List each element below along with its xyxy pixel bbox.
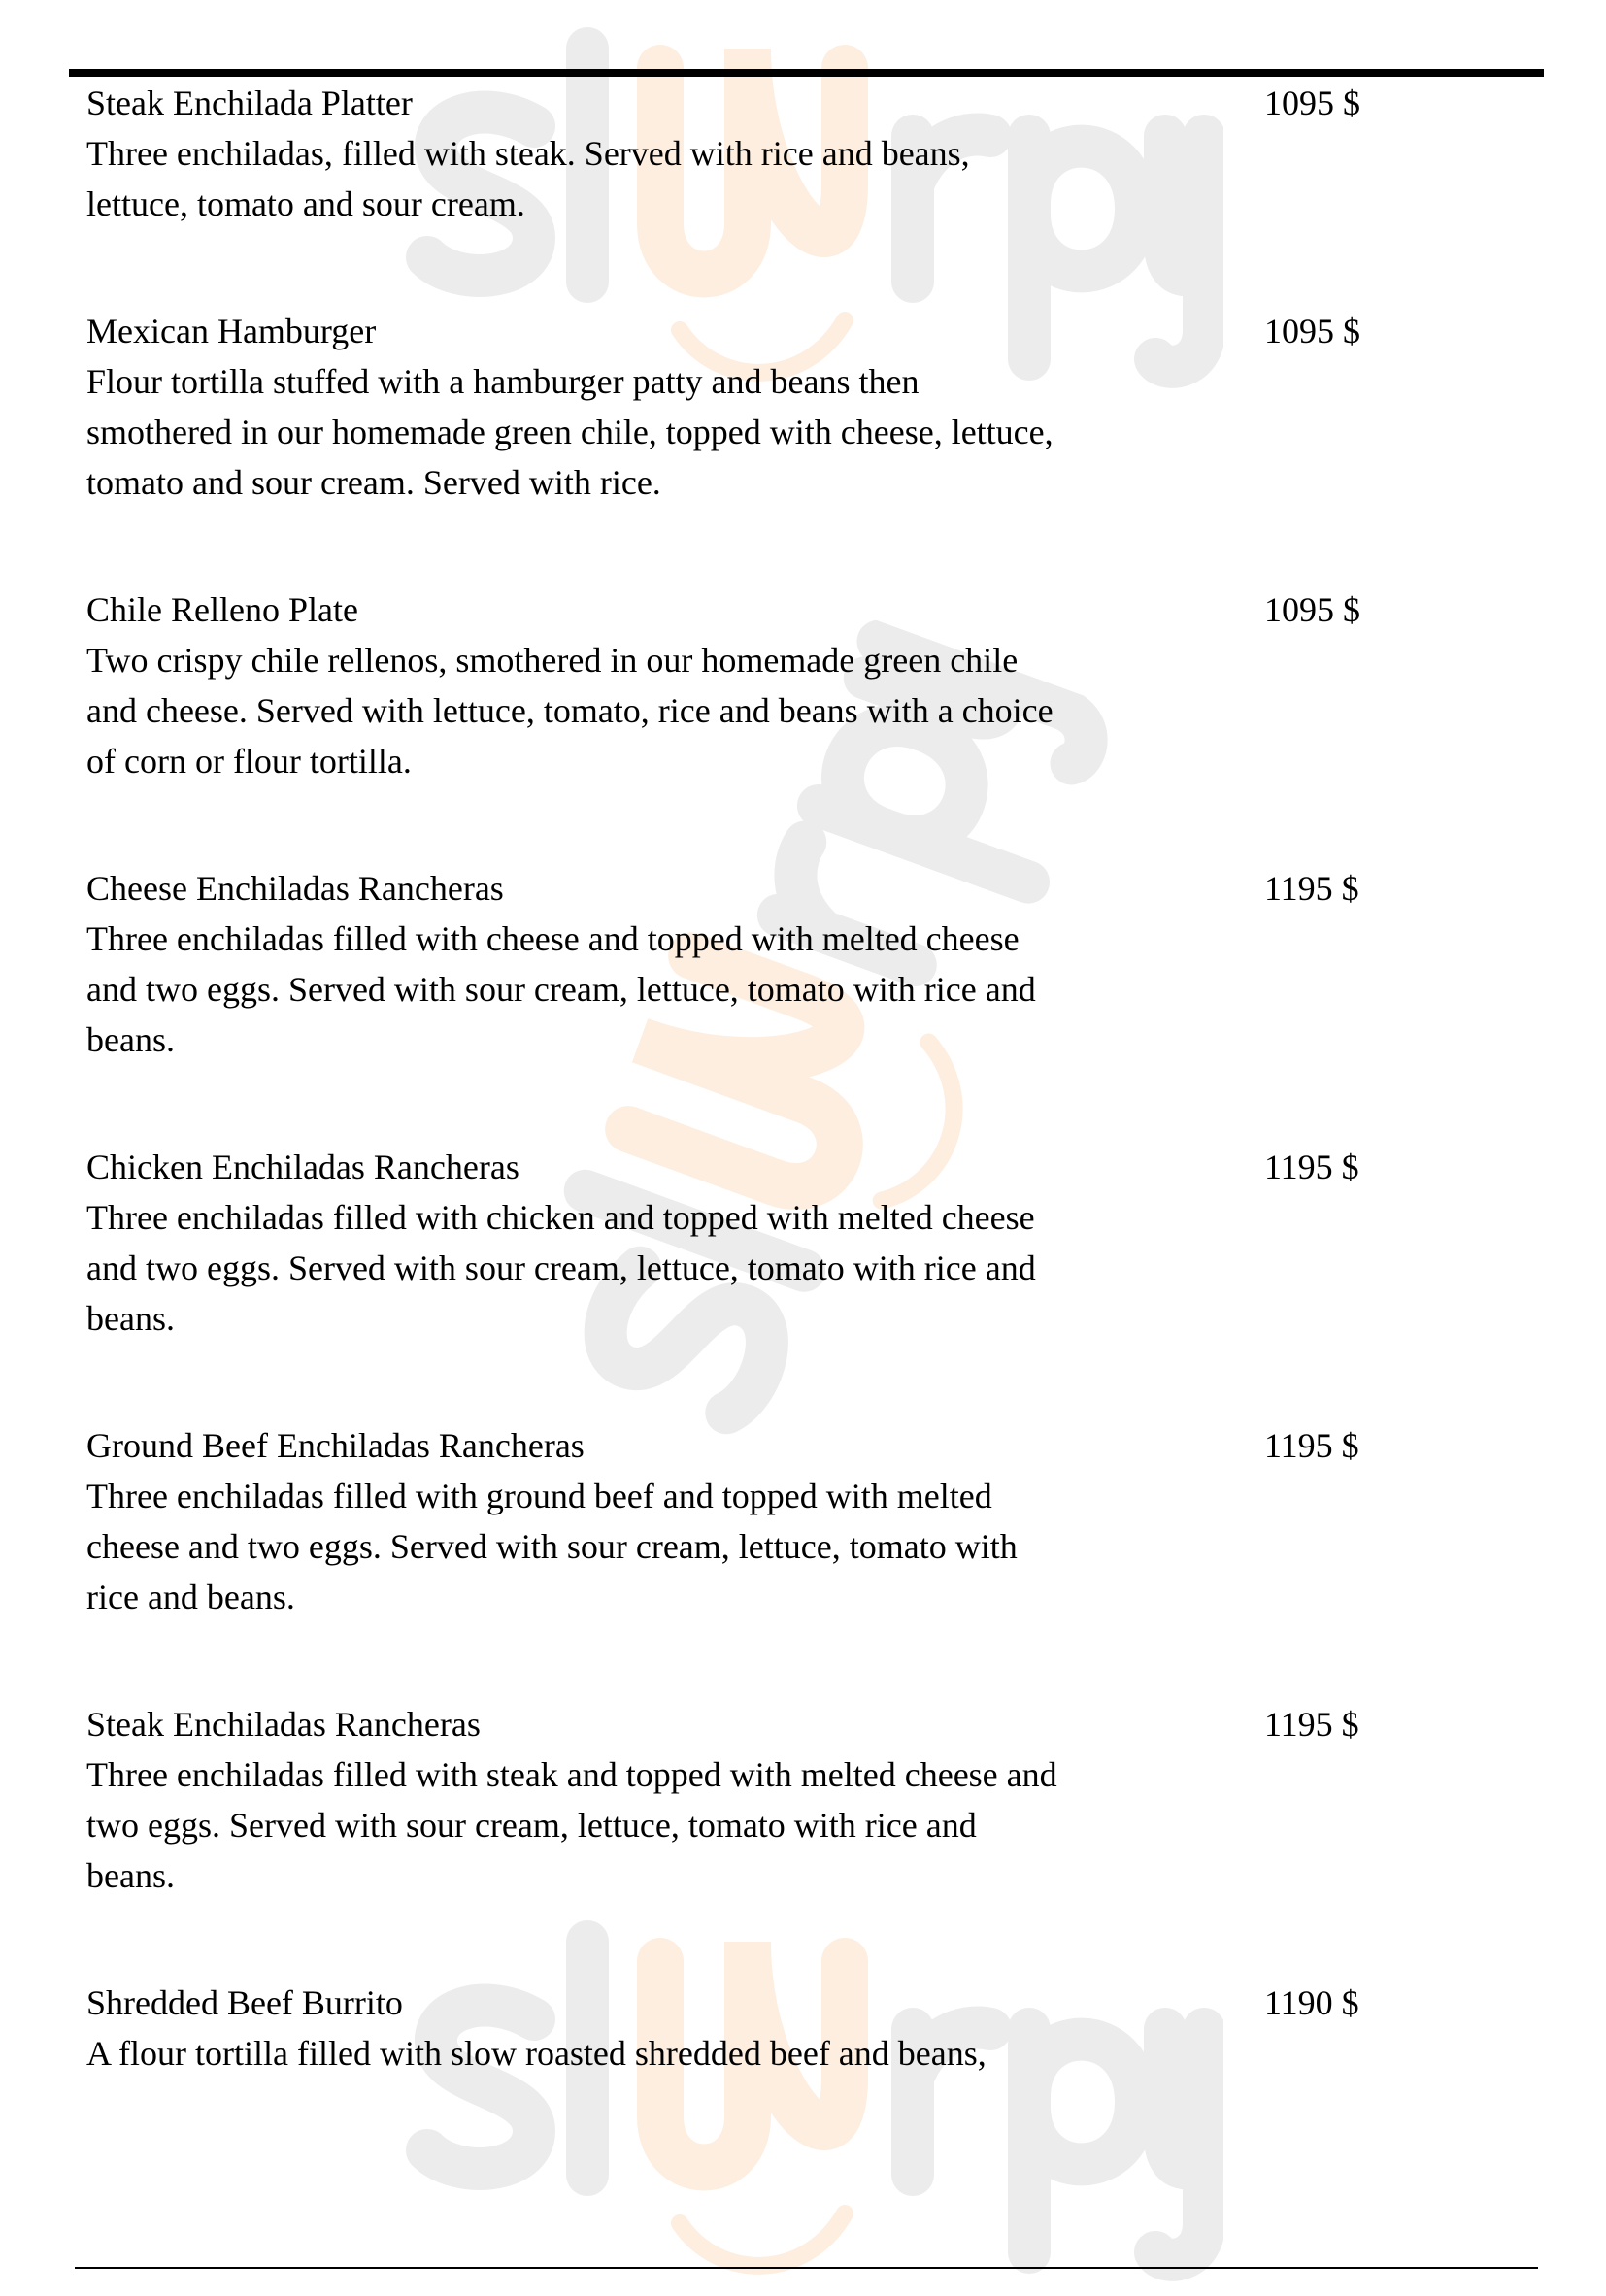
item-description-line: lettuce, tomato and sour cream.: [86, 184, 525, 223]
menu-item: [86, 1420, 1543, 1622]
item-description-line: Two crispy chile rellenos, smothered in our homemade green chile: [86, 641, 1019, 680]
item-description-line: Flour tortilla stuffed with a hamburger patty and beans then: [86, 362, 920, 401]
item-name: Mexican Hamburger: [86, 312, 377, 350]
item-price: 1195 $: [1264, 1705, 1359, 1744]
item-price: 1195 $: [1264, 1148, 1359, 1186]
item-description-line: cheese and two eggs. Served with sour cream, lettuce, tomato with: [86, 1527, 1018, 1566]
item-description-line: tomato and sour cream. Served with rice.: [86, 463, 661, 502]
item-price: 1195 $: [1264, 1426, 1359, 1465]
item-description-line: and two eggs. Served with sour cream, lettuce, tomato with rice and: [86, 970, 1036, 1009]
item-name: Chicken Enchiladas Rancheras: [86, 1148, 519, 1186]
item-description-line: and two eggs. Served with sour cream, lettuce, tomato with rice and: [86, 1248, 1036, 1287]
item-description-line: Three enchiladas filled with steak and topped with melted cheese and: [86, 1755, 1057, 1794]
menu-item: [86, 1142, 1543, 1344]
menu-item: [86, 306, 1543, 508]
menu-item: [86, 1978, 1543, 2079]
item-name: Steak Enchiladas Rancheras: [86, 1705, 481, 1744]
item-description-line: Three enchiladas filled with cheese and topped with melted cheese: [86, 919, 1020, 958]
bottom-rule: [75, 2267, 1538, 2269]
item-description-line: of corn or flour tortilla.: [86, 742, 412, 781]
item-description-line: smothered in our homemade green chile, topped with cheese, lettuce,: [86, 413, 1054, 451]
item-name: Chile Relleno Plate: [86, 590, 358, 629]
menu-item: [86, 78, 1543, 229]
item-description-line: beans.: [86, 1020, 175, 1059]
item-description-line: Three enchiladas, filled with steak. Served with rice and beans,: [86, 134, 970, 173]
item-price: 1095 $: [1264, 83, 1360, 122]
menu-item: [86, 1699, 1543, 1901]
item-description-line: and cheese. Served with lettuce, tomato, rice and beans with a choice: [86, 691, 1054, 730]
item-description-line: two eggs. Served with sour cream, lettuce, tomato with rice and: [86, 1806, 977, 1845]
item-price: 1195 $: [1264, 869, 1359, 908]
item-name: Shredded Beef Burrito: [86, 1983, 403, 2022]
item-price: 1095 $: [1264, 590, 1360, 629]
item-description-line: beans.: [86, 1299, 175, 1338]
item-price: 1190 $: [1264, 1983, 1359, 2022]
item-price: 1095 $: [1264, 312, 1360, 350]
item-description-line: Three enchiladas filled with chicken and topped with melted cheese: [86, 1198, 1035, 1237]
item-description-line: A flour tortilla filled with slow roasted shredded beef and beans,: [86, 2034, 987, 2073]
item-name: Cheese Enchiladas Rancheras: [86, 869, 504, 908]
item-description-line: Three enchiladas filled with ground beef and topped with melted: [86, 1477, 992, 1515]
item-name: Steak Enchilada Platter: [86, 83, 413, 122]
item-description-line: rice and beans.: [86, 1578, 295, 1616]
item-name: Ground Beef Enchiladas Rancheras: [86, 1426, 585, 1465]
menu-item: [86, 863, 1543, 1065]
item-description-line: beans.: [86, 1856, 175, 1895]
menu-item: [86, 584, 1543, 786]
